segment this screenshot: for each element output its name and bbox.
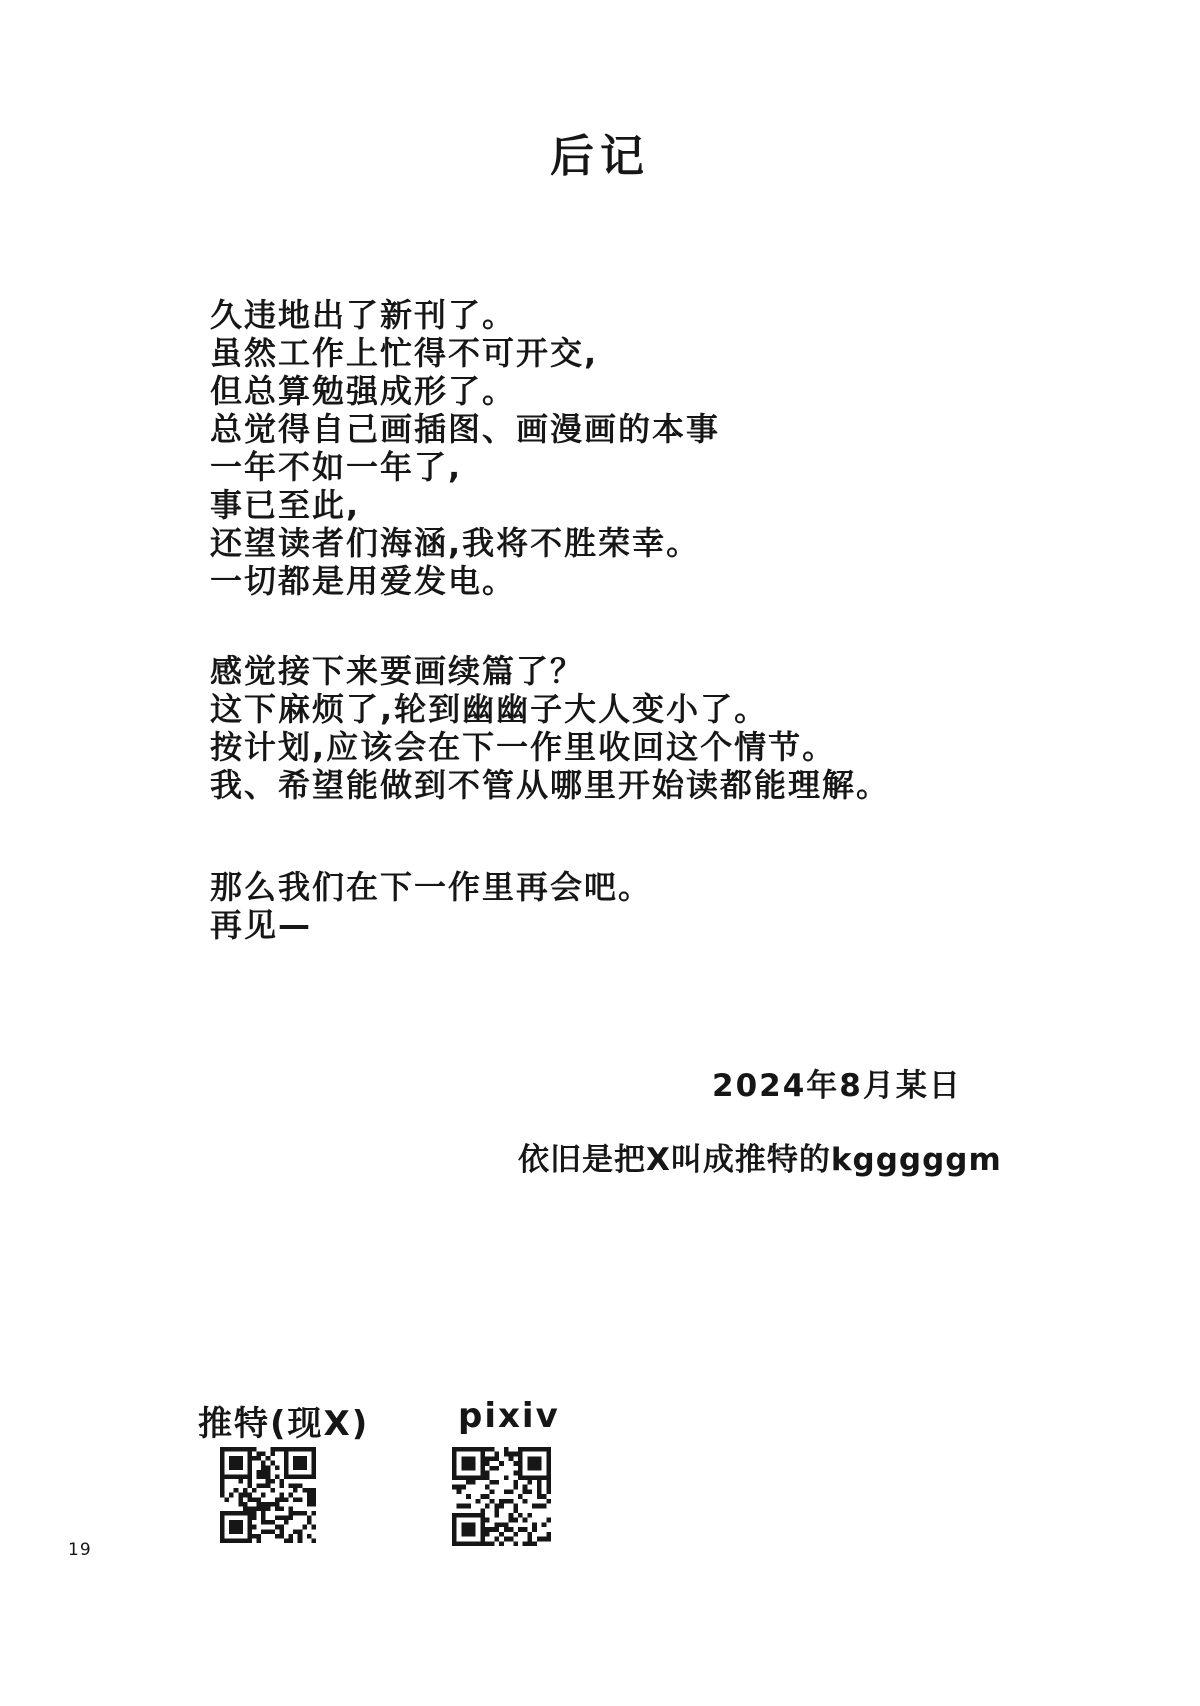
pixiv-label: pixiv: [458, 1396, 560, 1436]
text-line: 这下麻烦了,轮到幽幽子大人变小了。: [210, 690, 769, 728]
paragraph-3: [210, 868, 890, 944]
text-line: 但总算勉强成形了。: [210, 372, 517, 410]
text-line: 感觉接下来要画续篇了？: [210, 652, 585, 690]
text-line: 总觉得自己画插图、画漫画的本事: [210, 410, 721, 448]
author-signature: 依旧是把X叫成推特的kgggggm: [518, 1142, 1002, 1178]
text-line: 再见—: [210, 906, 313, 944]
text-line: 虽然工作上忙得不可开交,: [210, 334, 599, 372]
twitter-qr-code-icon: [220, 1447, 316, 1543]
page-number: 19: [68, 1540, 92, 1560]
twitter-label: 推特(现X): [198, 1404, 370, 1444]
text-line: 按计划,应该会在下一作里收回这个情节。: [210, 728, 837, 766]
text-line: 久违地出了新刊了。: [210, 296, 517, 334]
text-line: 我、希望能做到不管从哪里开始读都能理解。: [210, 766, 891, 804]
text-line: 事已至此,: [210, 486, 361, 524]
text-line: 那么我们在下一作里再会吧。: [210, 868, 653, 906]
text-line: 一年不如一年了,: [210, 448, 463, 486]
page-title: 后记: [550, 131, 650, 182]
pixiv-qr-code-icon: [452, 1447, 551, 1546]
afterword-body: [210, 296, 890, 944]
text-line: 一切都是用爱发电。: [210, 562, 517, 600]
afterword-date: 2024年8月某日: [712, 1068, 962, 1104]
paragraph-2: [210, 652, 890, 804]
paragraph-1: [210, 296, 890, 600]
text-line: 还望读者们海涵,我将不胜荣幸。: [210, 524, 701, 562]
